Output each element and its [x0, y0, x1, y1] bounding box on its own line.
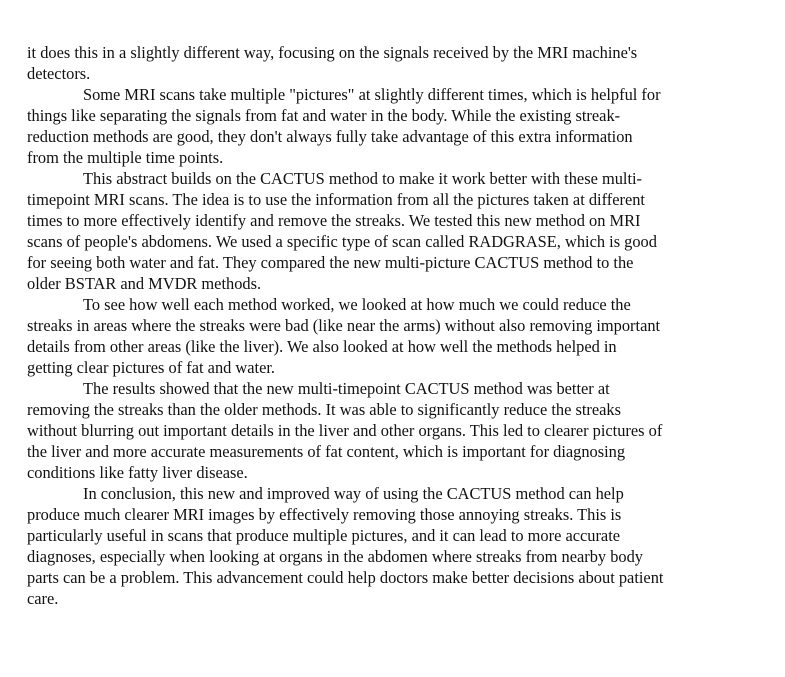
- text-line: without blurring out important details in the liver and other organs. This led to clearer pictures of: [27, 421, 663, 440]
- text-line: scans of people's abdomens. We used a specific type of scan called RADGRASE, which is good: [27, 232, 657, 251]
- paragraph-first-line: To see how well each method worked, we looked at how much we could reduce the: [83, 295, 631, 314]
- paragraph-first-line: This abstract builds on the CACTUS method to make it work better with these multi-: [83, 169, 643, 188]
- text-line: care.: [27, 589, 59, 608]
- text-line: conditions like fatty liver disease.: [27, 463, 248, 482]
- text-line: from the multiple time points.: [27, 148, 224, 167]
- text-line: getting clear pictures of fat and water.: [27, 358, 276, 377]
- text-line: it does this in a slightly different way, focusing on the signals received by the MRI machine's: [27, 43, 638, 62]
- text-line: removing the streaks than the older methods. It was able to significantly reduce the streaks: [27, 400, 621, 419]
- text-line: parts can be a problem. This advancement could help doctors make better decisions about patient: [27, 568, 664, 587]
- text-line: things like separating the signals from fat and water in the body. While the existing streak-: [27, 106, 621, 125]
- paragraph-first-line: In conclusion, this new and improved way of using the CACTUS method can help: [83, 484, 624, 503]
- paragraph-first-line: The results showed that the new multi-timepoint CACTUS method was better at: [83, 379, 610, 398]
- text-line: details from other areas (like the liver). We also looked at how well the methods helped in: [27, 337, 617, 356]
- text-line: detectors.: [27, 64, 91, 83]
- text-line: diagnoses, especially when looking at organs in the abdomen where streaks from nearby body: [27, 547, 644, 566]
- document-body: [27, 42, 767, 609]
- text-line: streaks in areas where the streaks were bad (like near the arms) without also removing important: [27, 316, 661, 335]
- text-line: timepoint MRI scans. The idea is to use the information from all the pictures taken at different: [27, 190, 645, 209]
- text-line: reduction methods are good, they don't always fully take advantage of this extra information: [27, 127, 633, 146]
- text-line: times to more effectively identify and remove the streaks. We tested this new method on MRI: [27, 211, 641, 230]
- text-line: older BSTAR and MVDR methods.: [27, 274, 262, 293]
- text-line: for seeing both water and fat. They compared the new multi-picture CACTUS method to the: [27, 253, 634, 272]
- text-line: particularly useful in scans that produce multiple pictures, and it can lead to more accurate: [27, 526, 621, 545]
- text-line: produce much clearer MRI images by effectively removing those annoying streaks. This is: [27, 505, 622, 524]
- paragraph-first-line: Some MRI scans take multiple "pictures" at slightly different times, which is helpful for: [83, 85, 661, 104]
- text-line: the liver and more accurate measurements of fat content, which is important for diagnosing: [27, 442, 626, 461]
